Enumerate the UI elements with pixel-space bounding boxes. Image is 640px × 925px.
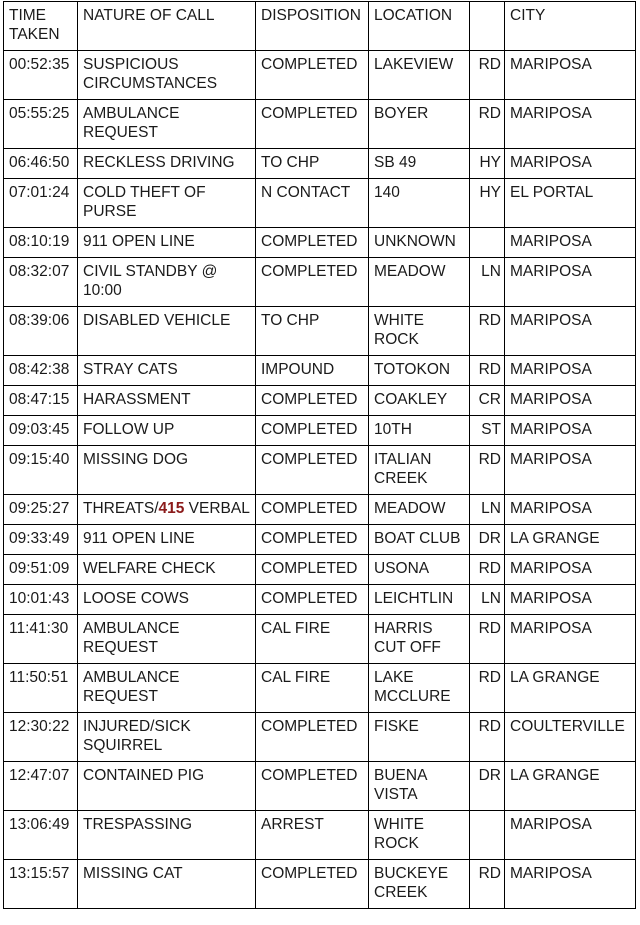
cell-location: BUCKEYE CREEK xyxy=(369,860,470,909)
cell-city: MARIPOSA xyxy=(505,811,636,860)
cell-nature: FOLLOW UP xyxy=(78,416,256,446)
cell-time: 08:39:06 xyxy=(4,307,78,356)
cell-nature: AMBULANCE REQUEST xyxy=(78,664,256,713)
cell-type: DR xyxy=(470,762,505,811)
cell-type: CR xyxy=(470,386,505,416)
cell-nature: MISSING DOG xyxy=(78,446,256,495)
cell-location: BOAT CLUB xyxy=(369,525,470,555)
cell-time: 07:01:24 xyxy=(4,179,78,228)
cell-city: MARIPOSA xyxy=(505,228,636,258)
cell-location: BOYER xyxy=(369,100,470,149)
cell-nature: DISABLED VEHICLE xyxy=(78,307,256,356)
cell-type: RD xyxy=(470,100,505,149)
cell-disposition: N CONTACT xyxy=(256,179,369,228)
cell-city: COULTERVILLE xyxy=(505,713,636,762)
table-row xyxy=(4,860,636,909)
cell-location: WHITE ROCK xyxy=(369,307,470,356)
cell-nature: CIVIL STANDBY @ 10:00 xyxy=(78,258,256,307)
cell-type xyxy=(470,228,505,258)
cell-disposition: COMPLETED xyxy=(256,51,369,100)
table-row xyxy=(4,258,636,307)
cell-type: RD xyxy=(470,713,505,762)
cell-nature: HARASSMENT xyxy=(78,386,256,416)
cell-time: 09:15:40 xyxy=(4,446,78,495)
cell-type: DR xyxy=(470,525,505,555)
cell-location: 10TH xyxy=(369,416,470,446)
cell-time: 11:41:30 xyxy=(4,615,78,664)
cell-time: 09:03:45 xyxy=(4,416,78,446)
cell-nature: SUSPICIOUS CIRCUMSTANCES xyxy=(78,51,256,100)
cell-time: 08:32:07 xyxy=(4,258,78,307)
cell-disposition: COMPLETED xyxy=(256,713,369,762)
cell-nature: LOOSE COWS xyxy=(78,585,256,615)
cell-disposition: COMPLETED xyxy=(256,416,369,446)
cell-time: 11:50:51 xyxy=(4,664,78,713)
cell-type: LN xyxy=(470,495,505,525)
table-row xyxy=(4,51,636,100)
table-row xyxy=(4,307,636,356)
table-row xyxy=(4,525,636,555)
cell-disposition: COMPLETED xyxy=(256,495,369,525)
cell-location: UNKNOWN xyxy=(369,228,470,258)
cell-time: 08:10:19 xyxy=(4,228,78,258)
call-log-body xyxy=(4,51,636,909)
cell-city: MARIPOSA xyxy=(505,100,636,149)
cell-type: RD xyxy=(470,664,505,713)
cell-city: MARIPOSA xyxy=(505,416,636,446)
nature-text: VERBAL xyxy=(184,500,250,517)
table-row xyxy=(4,446,636,495)
header-street-type xyxy=(470,2,505,51)
cell-time: 09:33:49 xyxy=(4,525,78,555)
cell-nature: WELFARE CHECK xyxy=(78,555,256,585)
cell-city: MARIPOSA xyxy=(505,495,636,525)
cell-city: MARIPOSA xyxy=(505,615,636,664)
cell-nature: RECKLESS DRIVING xyxy=(78,149,256,179)
cell-city: EL PORTAL xyxy=(505,179,636,228)
cell-city: MARIPOSA xyxy=(505,446,636,495)
cell-disposition: COMPLETED xyxy=(256,762,369,811)
cell-city: LA GRANGE xyxy=(505,525,636,555)
cell-type: RD xyxy=(470,51,505,100)
header-time-taken: TIME TAKEN xyxy=(4,2,78,51)
cell-location: COAKLEY xyxy=(369,386,470,416)
cell-nature: COLD THEFT OF PURSE xyxy=(78,179,256,228)
cell-location: TOTOKON xyxy=(369,356,470,386)
cell-city: MARIPOSA xyxy=(505,585,636,615)
cell-nature: MISSING CAT xyxy=(78,860,256,909)
cell-disposition: TO CHP xyxy=(256,149,369,179)
header-nature-of-call: NATURE OF CALL xyxy=(78,2,256,51)
cell-location: ITALIAN CREEK xyxy=(369,446,470,495)
cell-time: 12:30:22 xyxy=(4,713,78,762)
cell-city: LA GRANGE xyxy=(505,664,636,713)
cell-time: 10:01:43 xyxy=(4,585,78,615)
cell-disposition: COMPLETED xyxy=(256,386,369,416)
cell-city: MARIPOSA xyxy=(505,386,636,416)
cell-city: MARIPOSA xyxy=(505,51,636,100)
table-row xyxy=(4,555,636,585)
cell-type: RD xyxy=(470,555,505,585)
table-row xyxy=(4,228,636,258)
cell-city: MARIPOSA xyxy=(505,555,636,585)
call-log-table xyxy=(3,1,636,909)
cell-nature: INJURED/SICK SQUIRREL xyxy=(78,713,256,762)
cell-nature: CONTAINED PIG xyxy=(78,762,256,811)
cell-location: USONA xyxy=(369,555,470,585)
cell-disposition: COMPLETED xyxy=(256,446,369,495)
table-row xyxy=(4,149,636,179)
cell-disposition: TO CHP xyxy=(256,307,369,356)
cell-time: 13:15:57 xyxy=(4,860,78,909)
cell-time: 13:06:49 xyxy=(4,811,78,860)
table-row xyxy=(4,713,636,762)
cell-city: MARIPOSA xyxy=(505,307,636,356)
cell-location: BUENA VISTA xyxy=(369,762,470,811)
cell-disposition: CAL FIRE xyxy=(256,615,369,664)
cell-nature xyxy=(78,495,256,525)
cell-time: 00:52:35 xyxy=(4,51,78,100)
cell-disposition: COMPLETED xyxy=(256,555,369,585)
cell-city: MARIPOSA xyxy=(505,149,636,179)
table-row xyxy=(4,585,636,615)
header-city: CITY xyxy=(505,2,636,51)
cell-type xyxy=(470,811,505,860)
cell-disposition: COMPLETED xyxy=(256,585,369,615)
cell-type: ST xyxy=(470,416,505,446)
cell-type: RD xyxy=(470,307,505,356)
table-row xyxy=(4,811,636,860)
cell-location: LEICHTLIN xyxy=(369,585,470,615)
header-location: LOCATION xyxy=(369,2,470,51)
cell-time: 05:55:25 xyxy=(4,100,78,149)
cell-type: HY xyxy=(470,149,505,179)
header-row xyxy=(4,2,636,51)
cell-location: MEADOW xyxy=(369,258,470,307)
cell-disposition: COMPLETED xyxy=(256,258,369,307)
table-row xyxy=(4,762,636,811)
cell-type: LN xyxy=(470,258,505,307)
table-row xyxy=(4,495,636,525)
cell-nature: 911 OPEN LINE xyxy=(78,525,256,555)
cell-disposition: COMPLETED xyxy=(256,525,369,555)
cell-location: SB 49 xyxy=(369,149,470,179)
table-row xyxy=(4,664,636,713)
nature-text: THREATS/ xyxy=(83,500,159,517)
cell-city: MARIPOSA xyxy=(505,356,636,386)
cell-time: 09:51:09 xyxy=(4,555,78,585)
cell-disposition: ARREST xyxy=(256,811,369,860)
cell-location: LAKEVIEW xyxy=(369,51,470,100)
cell-type: RD xyxy=(470,860,505,909)
cell-nature: AMBULANCE REQUEST xyxy=(78,100,256,149)
cell-time: 08:47:15 xyxy=(4,386,78,416)
cell-type: HY xyxy=(470,179,505,228)
cell-location: WHITE ROCK xyxy=(369,811,470,860)
cell-city: LA GRANGE xyxy=(505,762,636,811)
cell-type: RD xyxy=(470,615,505,664)
cell-disposition: COMPLETED xyxy=(256,228,369,258)
cell-location: MEADOW xyxy=(369,495,470,525)
table-row xyxy=(4,100,636,149)
cell-disposition: CAL FIRE xyxy=(256,664,369,713)
cell-location: 140 xyxy=(369,179,470,228)
cell-location: LAKE MCCLURE xyxy=(369,664,470,713)
cell-city: MARIPOSA xyxy=(505,860,636,909)
cell-disposition: COMPLETED xyxy=(256,100,369,149)
cell-nature: 911 OPEN LINE xyxy=(78,228,256,258)
cell-time: 06:46:50 xyxy=(4,149,78,179)
table-row xyxy=(4,179,636,228)
cell-location: HARRIS CUT OFF xyxy=(369,615,470,664)
cell-type: RD xyxy=(470,356,505,386)
cell-nature: STRAY CATS xyxy=(78,356,256,386)
cell-nature: TRESPASSING xyxy=(78,811,256,860)
cell-city: MARIPOSA xyxy=(505,258,636,307)
cell-disposition: COMPLETED xyxy=(256,860,369,909)
cell-disposition: IMPOUND xyxy=(256,356,369,386)
penal-code-415: 415 xyxy=(158,500,185,517)
cell-time: 08:42:38 xyxy=(4,356,78,386)
cell-time: 12:47:07 xyxy=(4,762,78,811)
header-disposition: DISPOSITION xyxy=(256,2,369,51)
table-row xyxy=(4,356,636,386)
table-row xyxy=(4,416,636,446)
cell-type: LN xyxy=(470,585,505,615)
cell-time: 09:25:27 xyxy=(4,495,78,525)
table-row xyxy=(4,386,636,416)
cell-location: FISKE xyxy=(369,713,470,762)
cell-type: RD xyxy=(470,446,505,495)
table-row xyxy=(4,615,636,664)
cell-nature: AMBULANCE REQUEST xyxy=(78,615,256,664)
